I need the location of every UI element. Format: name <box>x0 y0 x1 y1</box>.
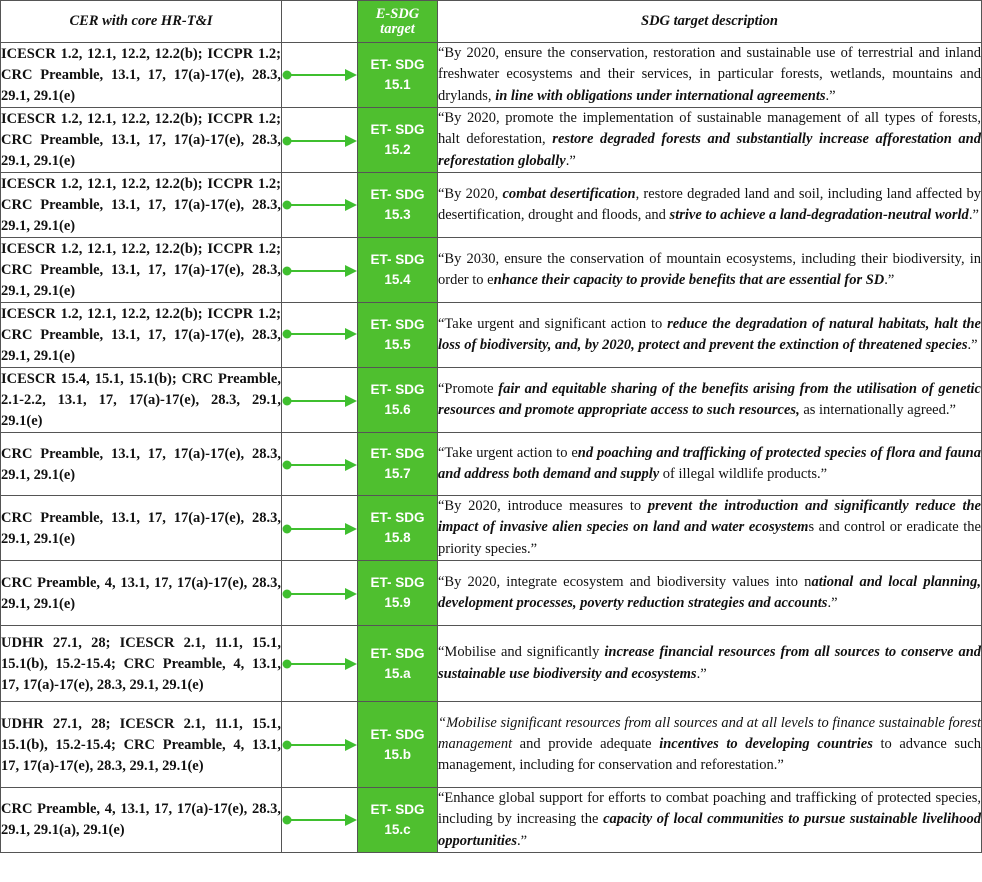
description-segment: capacity of local communities to pursue sustainable livelihood opportunities <box>438 811 981 849</box>
sdg-target-number: 15.7 <box>384 466 411 481</box>
target-description-text <box>438 379 981 422</box>
description-segment: prevent the introduction and significantly reduce the impact of invasive alien species on land and water ecosystem <box>438 498 981 536</box>
cer-cell <box>1 43 282 108</box>
target-description-text <box>438 642 981 685</box>
sdg-target-number: 15.5 <box>384 337 411 352</box>
target-description-cell <box>438 368 982 433</box>
mapping-arrow-icon <box>282 303 358 365</box>
target-description-text <box>438 249 981 292</box>
cer-cell <box>1 108 282 173</box>
sdg-target-number: 15.a <box>384 665 411 681</box>
description-segment: .” <box>516 832 528 849</box>
mapping-arrow-cell <box>282 368 358 433</box>
cer-text: ICESCR 1.2, 12.1, 12.2, 12.2(b); ICCPR 1.2; CRC Preamble, 13.1, 17, 17(a)-17(e), 28.3, 29.1, 29.1(e) <box>1 176 281 234</box>
mapping-arrow-cell <box>282 108 358 173</box>
cer-cell <box>1 173 282 238</box>
arrow-origin-dot <box>283 741 292 750</box>
description-segment: “Mobilise significant resources from all sources and at all levels to finance sustainable forest management <box>438 714 981 752</box>
arrow-head <box>345 265 357 277</box>
header-arrow-spacer <box>282 1 358 43</box>
sdg-target-prefix: ET- SDG <box>370 510 425 525</box>
target-description-cell <box>438 173 982 238</box>
mapping-arrow-icon <box>282 238 358 303</box>
target-description-cell <box>438 238 982 303</box>
cer-cell <box>1 496 282 561</box>
target-description-cell <box>438 788 982 853</box>
description-segment: increase financial resources from all sources to conserve and sustainable use biodiversity and ecosystems <box>438 644 982 682</box>
arrow-origin-dot <box>283 660 292 669</box>
sdg-target-cell <box>358 626 438 702</box>
description-segment: .” <box>825 87 836 104</box>
arrow-head <box>345 739 357 751</box>
cer-cell <box>1 368 282 433</box>
sdg-target-prefix: ET- SDG <box>370 252 425 267</box>
target-description-cell <box>438 43 982 108</box>
cer-text: UDHR 27.1, 28; ICESCR 2.1, 11.1, 15.1, 15.1(b), 15.2-15.4; CRC Preamble, 4, 13.1, 17, 17(a)-17(e), 28.3, 29.1, 29.1(e) <box>1 634 281 693</box>
mapping-arrow-cell <box>282 303 358 368</box>
target-description-text <box>438 713 981 777</box>
description-segment: ational and local planning, development processes, poverty reduction strategies and accounts <box>438 573 981 611</box>
description-segment: fair and equitable sharing of the benefits arising from the utilisation of genetic resources and promote appropriate access to such resources, <box>438 380 981 418</box>
mapping-arrow-cell <box>282 173 358 238</box>
table-row <box>1 108 982 173</box>
description-segment: as internationally agreed.” <box>799 402 956 418</box>
table-row <box>1 561 982 626</box>
sdg-target-cell <box>358 43 438 108</box>
mapping-arrow-icon <box>282 368 358 433</box>
sdg-target-number: 15.1 <box>384 77 411 92</box>
description-segment: s and control or eradicate the priority species.” <box>438 519 981 557</box>
sdg-target-prefix: ET- SDG <box>370 57 425 72</box>
table-row <box>1 702 982 788</box>
cer-text: ICESCR 1.2, 12.1, 12.2, 12.2(b); ICCPR 1.2; CRC Preamble, 13.1, 17, 17(a)-17(e), 28.3, 29.1, 29.1(e) <box>1 306 281 364</box>
sdg-target-number: 15.4 <box>384 272 411 287</box>
mapping-arrow-cell <box>282 496 358 561</box>
target-description-text <box>438 443 981 486</box>
target-description-cell <box>438 702 982 788</box>
cer-text: ICESCR 1.2, 12.1, 12.2, 12.2(b); ICCPR 1.2; CRC Preamble, 13.1, 17, 17(a)-17(e), 28.3, 29.1, 29.1(e) <box>1 111 281 169</box>
sdg-target-cell <box>358 238 438 303</box>
arrow-origin-dot <box>283 201 292 210</box>
sdg-target-prefix: ET- SDG <box>370 645 425 661</box>
mapping-arrow-icon <box>282 433 358 496</box>
mapping-arrow-icon <box>282 43 358 107</box>
description-segment: .” <box>884 272 895 288</box>
target-description-cell <box>438 108 982 173</box>
description-segment: , restore degraded land and soil, including land affected by desertification, drought and floods, and <box>438 185 981 223</box>
description-segment: “Enhance global support for efforts to combat poaching and trafficking of protected species, including by increasing the <box>438 790 981 828</box>
table-row <box>1 496 982 561</box>
description-segment: “Take urgent and significant action to <box>438 315 668 332</box>
sdg-target-cell <box>358 702 438 788</box>
mapping-arrow-cell <box>282 626 358 702</box>
target-description-cell <box>438 561 982 626</box>
target-description-cell <box>438 496 982 561</box>
description-segment: of illegal wildlife products.” <box>659 466 828 482</box>
header-cer: CER with core HR-T&I <box>1 1 282 43</box>
description-segment: .” <box>696 665 707 682</box>
arrow-origin-dot <box>283 397 292 406</box>
description-segment: “Promote <box>438 380 499 397</box>
cer-cell <box>1 788 282 853</box>
arrow-head <box>345 135 357 147</box>
mapping-arrow-icon <box>282 108 358 173</box>
table-row <box>1 368 982 433</box>
cer-cell <box>1 433 282 496</box>
sdg-target-number: 15.c <box>384 821 411 837</box>
description-segment: nhance their capacity to provide benefits that are essential for SD <box>493 272 885 288</box>
arrow-origin-dot <box>283 267 292 276</box>
mapping-arrow-icon <box>282 496 358 561</box>
sdg-target-number: 15.3 <box>384 207 411 222</box>
description-segment: “Mobilise and significantly <box>438 644 605 661</box>
cer-text: CRC Preamble, 13.1, 17, 17(a)-17(e), 28.3, 29.1, 29.1(e) <box>1 445 281 483</box>
arrow-head <box>345 459 357 471</box>
mapping-arrow-icon <box>282 173 358 236</box>
table-row <box>1 788 982 853</box>
sdg-target-prefix: ET- SDG <box>370 446 425 461</box>
target-description-text <box>438 314 981 357</box>
arrow-origin-dot <box>283 590 292 599</box>
target-description-text <box>438 572 981 615</box>
description-segment: incentives to developing countries <box>659 735 873 752</box>
arrow-origin-dot <box>283 816 292 825</box>
sdg-target-number: 15.9 <box>384 595 411 610</box>
arrow-origin-dot <box>283 461 292 470</box>
arrow-head <box>345 658 357 670</box>
mapping-arrow-cell <box>282 433 358 496</box>
description-segment: “By 2020, integrate ecosystem and biodiversity values into n <box>438 573 812 590</box>
arrow-origin-dot <box>283 137 292 146</box>
description-segment: “By 2020, ensure the conservation, restoration and sustainable use of terrestrial and inland freshwater ecosystems and their services, in particular forests, wetlands, mountains and drylands, <box>438 45 981 104</box>
description-segment: .” <box>827 595 838 611</box>
sdg-target-cell <box>358 303 438 368</box>
table-row <box>1 303 982 368</box>
sdg-target-prefix: ET- SDG <box>370 187 425 202</box>
header-row <box>1 1 982 43</box>
mapping-arrow-icon <box>282 788 358 851</box>
arrow-origin-dot <box>283 330 292 339</box>
cer-text: ICESCR 1.2, 12.1, 12.2, 12.2(b); ICCPR 1.2; CRC Preamble, 13.1, 17, 17(a)-17(e), 28.3, 29.1, 29.1(e) <box>1 241 281 299</box>
sdg-target-cell <box>358 173 438 238</box>
sdg-target-number: 15.b <box>383 746 411 762</box>
target-description-text <box>438 184 981 227</box>
table-row <box>1 626 982 702</box>
description-segment: .” <box>967 337 978 353</box>
cer-text: ICESCR 1.2, 12.1, 12.2, 12.2(b); ICCPR 1.2; CRC Preamble, 13.1, 17, 17(a)-17(e), 28.3, 29.1, 29.1(e) <box>1 46 281 104</box>
arrow-head <box>345 395 357 407</box>
table-row <box>1 433 982 496</box>
description-segment: to advance such management, including for conservation and reforestation.” <box>438 735 981 774</box>
cer-text: CRC Preamble, 4, 13.1, 17, 17(a)-17(e), 28.3, 29.1, 29.1(e) <box>1 574 281 612</box>
sdg-target-cell <box>358 433 438 496</box>
description-segment: “By 2020, introduce measures to <box>438 498 648 515</box>
sdg-target-number: 15.2 <box>384 142 411 157</box>
mapping-arrow-cell <box>282 702 358 788</box>
sdg-target-prefix: ET- SDG <box>370 317 425 332</box>
target-description-text <box>438 788 981 852</box>
cer-text: CRC Preamble, 13.1, 17, 17(a)-17(e), 28.3, 29.1, 29.1(e) <box>1 509 281 547</box>
description-segment: .” <box>968 207 979 223</box>
cer-text: ICESCR 15.4, 15.1, 15.1(b); CRC Preamble, 2.1-2.2, 13.1, 17, 17(a)-17(e), 28.3, 29.1, 29.1(e) <box>1 371 281 429</box>
mapping-arrow-cell <box>282 561 358 626</box>
mapping-arrow-icon <box>282 561 358 626</box>
sdg-target-cell <box>358 496 438 561</box>
cer-cell <box>1 702 282 788</box>
mapping-arrow-cell <box>282 788 358 853</box>
description-segment: “By 2020, promote the implementation of sustainable management of all types of forests, halt deforestation, <box>438 110 981 148</box>
target-description-cell <box>438 626 982 702</box>
sdg-target-cell <box>358 561 438 626</box>
sdg-target-cell <box>358 788 438 853</box>
description-segment: nd poaching and trafficking of protected species of flora and fauna and address both demand and supply <box>438 444 982 482</box>
target-description-text <box>438 43 981 107</box>
header-target: E-SDG target <box>358 1 438 43</box>
mapping-arrow-icon <box>282 626 358 702</box>
arrow-origin-dot <box>283 525 292 534</box>
sdg-target-prefix: ET- SDG <box>370 801 425 817</box>
target-description-text <box>438 496 981 560</box>
description-segment: reduce the degradation of natural habitats, halt the loss of biodiversity, and, by 2020, protect and prevent the extinction of threatened species <box>438 315 981 353</box>
arrow-head <box>345 328 357 340</box>
target-description-cell <box>438 433 982 496</box>
description-segment: strive to achieve a land-degradation-neutral world <box>669 207 969 223</box>
description-segment: and provide adequate <box>512 735 660 752</box>
arrow-head <box>345 588 357 600</box>
mapping-arrow-icon <box>282 702 358 788</box>
arrow-head <box>345 199 357 211</box>
description-segment: in line with obligations under international agreements <box>495 87 826 104</box>
cer-cell <box>1 238 282 303</box>
sdg-target-cell <box>358 368 438 433</box>
arrow-head <box>345 814 357 826</box>
cer-text: UDHR 27.1, 28; ICESCR 2.1, 11.1, 15.1, 15.1(b), 15.2-15.4; CRC Preamble, 4, 13.1, 17, 17(a)-17(e), 28.3, 29.1, 29.1(e) <box>1 715 281 774</box>
cer-text: CRC Preamble, 4, 13.1, 17, 17(a)-17(e), 28.3, 29.1, 29.1(a), 29.1(e) <box>1 801 281 839</box>
cer-cell <box>1 561 282 626</box>
sdg-target-prefix: ET- SDG <box>370 382 425 397</box>
table-row <box>1 238 982 303</box>
target-description-cell <box>438 303 982 368</box>
target-description-text <box>438 108 981 172</box>
mapping-arrow-cell <box>282 238 358 303</box>
sdg-target-cell <box>358 108 438 173</box>
sdg-target-number: 15.6 <box>384 402 411 417</box>
sdg-target-number: 15.8 <box>384 530 411 545</box>
cer-cell <box>1 303 282 368</box>
description-segment: “By 2020, <box>438 185 503 202</box>
sdg-target-prefix: ET- SDG <box>370 575 425 590</box>
arrow-head <box>345 523 357 535</box>
table-row <box>1 173 982 238</box>
cer-cell <box>1 626 282 702</box>
mapping-rows <box>1 43 982 853</box>
description-segment: .” <box>565 152 576 169</box>
arrow-origin-dot <box>283 71 292 80</box>
header-description: SDG target description <box>438 1 982 43</box>
table-row <box>1 43 982 108</box>
mapping-arrow-cell <box>282 43 358 108</box>
description-segment: “By 2030, ensure the conservation of mountain ecosystems, including their biodiversity, in order to e <box>438 250 981 288</box>
sdg-target-prefix: ET- SDG <box>370 122 425 137</box>
description-segment: restore degraded forests and substantially increase afforestation and reforestation globally <box>438 131 981 169</box>
description-segment: combat desertification <box>502 185 636 202</box>
sdg-target-prefix: ET- SDG <box>370 726 425 742</box>
description-segment: “Take urgent action to e <box>438 444 578 461</box>
arrow-head <box>345 69 357 81</box>
